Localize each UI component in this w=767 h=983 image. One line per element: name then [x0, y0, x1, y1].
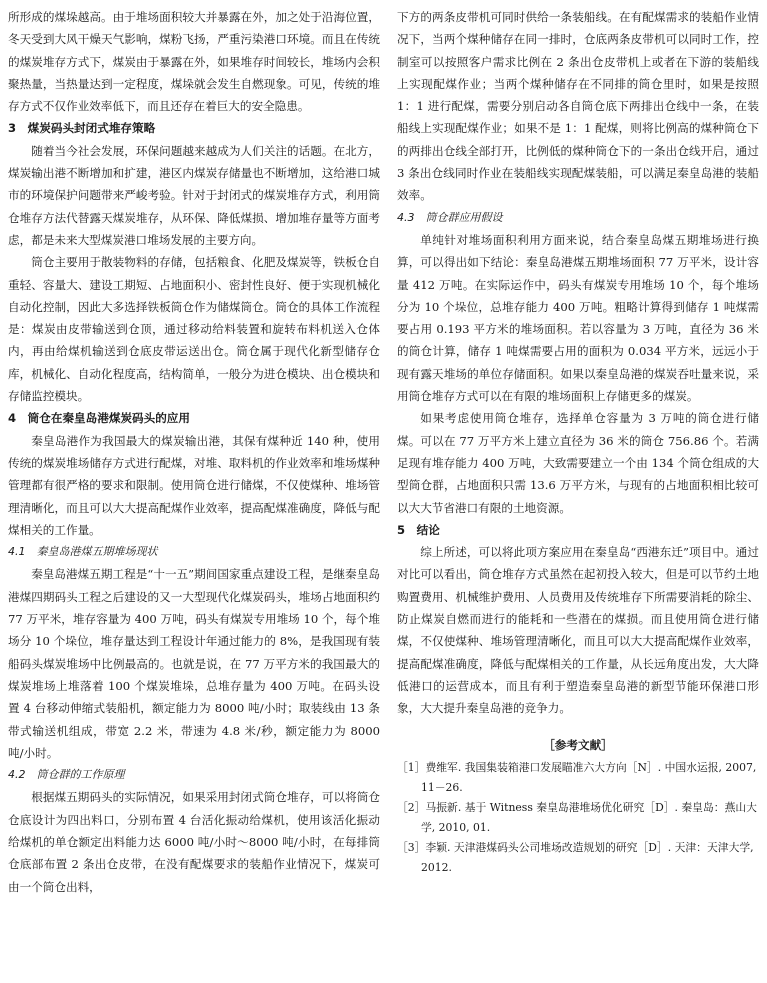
paragraph: 单纯针对堆场面积利用方面来说，结合秦皇岛煤五期堆场进行换算，可以得出如下结论：秦皇岛港煤五期堆场面积 77 万平米，设计容量 412 万吨。在实际运作中，码头有煤炭专用堆场 10 个，每个堆场分为 10 个垛位，总堆存能力 400 万吨。粗略计算得到储存 1 吨煤需要占用 0.193 平方米的堆场面积。若以容量为 3 万吨，直径为 36 米的筒仓计算，储存 1 吨煤需要占用的面积为 0.034 平方米，远远小于现有露天堆场的单位存储面积。如果以秦皇岛港的煤炭吞吐量来说，采用筒仓堆存方式可以在有限的堆场面积上存储更多的煤炭。 [397, 232, 759, 404]
paragraph: 秦皇岛港煤五期工程是“十一五”期间国家重点建设工程，是继秦皇岛港煤四期码头工程之后建设的又一大型现代化煤炭码头，堆场占地面积约 77 万平米，堆存容量为 400 万吨，码头有煤炭专用堆场 10 个，每个堆场分 10 个垛位，堆存量达到工程设计年通过能力的 8%，是我国现有装船码头煤炭堆场中比例最高的。也就是说，在 77 万平方米的我国最大的煤炭堆场上堆落着 100 个煤炭堆垛，总堆存量为 400 万吨。在码头设置 4 台移动伸缩式装船机，额定能力为 8000 吨/小时；取装线由 13 条带式输送机组成，带宽 2.2 米，带速为 4.8 米/秒，额定能力为 8000 吨/小时。 [8, 567, 380, 760]
subsection-heading: 4.1 秦皇岛港煤五期堆场现状 [8, 545, 158, 559]
references-heading: ［参考文献］ [543, 737, 613, 752]
subsection-heading: 4.3 筒仓群应用假设 [397, 210, 503, 224]
section-heading: 4 筒仓在秦皇岛港煤炭码头的应用 [8, 411, 190, 426]
section-heading: 5 结论 [397, 522, 440, 537]
paragraph: 根据煤五期码头的实际情况，如果采用封闭式筒仓堆存，可以将筒仓仓底设计为四出料口，分别布置 4 台活化振动给煤机，使用该活化振动给煤机的单仓额定出料能力达 6000 吨/小时～8000 吨/小时，在每排筒仓底部布置 2 条出仓皮带，在没有配煤要求的装船作业情况下，煤炭可由一个筒仓出料， [8, 790, 380, 894]
paragraph: 筒仓主要用于散装物料的存储，包括粮食、化肥及煤炭等，铁板仓自重轻、容量大、建设工期短、占地面积小、密封性良好、便于实现机械化自动化控制，因此大多选择铁板筒仓作为储煤筒仓。筒仓的具体工作流程是：煤炭由皮带输送到仓顶，通过移动给料装置和旋转布料机送入仓体内，再由给煤机输送到仓底皮带运送出仓。筒仓属于现代化新型储存仓库，机械化、自动化程度高，结构简单，一般分为进仓模块、出仓模块和存储监控模块。 [8, 255, 380, 404]
reference-list [397, 758, 759, 878]
paragraph: 秦皇岛港作为我国最大的煤炭输出港，其保有煤种近 140 种，使用传统的煤炭堆场储存方式进行配煤，对堆、取料机的作业效率和堆场煤种管理都有很严格的要求和限制。使用筒仓进行储煤，不仅使煤种、堆场管理清晰化，而且可以大大提高配煤作业效率，提高配煤准确度，降低与配煤相关的工作量。 [8, 433, 380, 537]
paragraph: 综上所述，可以将此项方案应用在秦皇岛“西港东迁”项目中。通过对比可以看出，筒仓堆存方式虽然在起初投入较大，但是可以节约土地购置费用、机械维护费用、人员费用及传统堆存下所需要消耗的除尘、防止煤炭自燃而进行的能耗和一些潜在的煤损。而且使用筒仓进行储煤，不仅使煤种、堆场管理清晰化，而且可以大大提高配煤作业效率，提高配煤准确度，降低与配煤相关的工作量，从长远角度出发，大大降低港口的运营成本，而且有利于塑造秦皇岛港的新型节能环保港口形象，大大提升秦皇岛港的竞争力。 [397, 545, 759, 716]
reference-item: ［2］马振新. 基于 Witness 秦皇岛港堆场优化研究［D］. 秦皇岛：燕山大学, 2010, 01. [397, 800, 757, 834]
paragraph: 下方的两条皮带机可同时供给一条装船线。在有配煤需求的装船作业情况下，当两个煤种储存在同一排时，仓底两条皮带机可以同时工作，控制室可以按照客户需求比例在 2 条出仓皮带机上或者在下游的装船线上实现配煤作业；当两个煤种储存在不同排的筒仓里时，如果是按照 1：1 进行配煤，需要分别启动各自筒仓底下两排出仓线中一条，在装船线上实现配煤作业；如果不是 1：1 配煤，则将比例高的煤种筒仓下的两排出仓线全部打开，比例低的煤种筒仓下的一条出仓线开启，通过 3 条出仓线同时作业在装船线实现配煤装船，可以满足秦皇岛港的装船效率。 [397, 10, 759, 203]
paragraph: 随着当今社会发展，环保问题越来越成为人们关注的话题。在北方，煤炭输出港不断增加和扩建，港区内煤炭存储量也不断增加，这给港口城市的环境保护问题带来严峻考验。针对于封闭式的煤炭堆存方式，利用筒仓堆存方法代替露天煤炭堆存，从环保、降低煤损、增加堆存量等方面考虑，都是未来大型煤炭港口堆场发展的主要方向。 [8, 143, 380, 247]
subsection-heading: 4.2 筒仓群的工作原理 [8, 768, 125, 782]
right-column [397, 6, 759, 878]
paragraph: 所形成的煤垛越高。由于堆场面积较大并暴露在外，加之处于沿海位置，冬天受到大风干燥天气影响，煤粉飞扬，严重污染港口环境。而且在传统的煤炭堆存方式下，煤炭由于暴露在外，如果堆存时间较长，堆场内会积聚热量，当热量达到一定程度，煤垛就会发生自燃现象。可见，传统的堆存方式不仅作业效率低下，而且还存在着巨大的安全隐患。 [8, 10, 380, 114]
reference-item: ［3］李颖. 天津港煤码头公司堆场改造规划的研究［D］. 天津：天津大学, 2012. [397, 840, 754, 874]
left-column [8, 6, 380, 898]
section-heading: 3 煤炭码头封闭式堆存策略 [8, 121, 156, 136]
reference-item: ［1］费维军. 我国集装箱港口发展瞄准六大方向［N］. 中国水运报, 2007, 11－26. [397, 760, 757, 794]
paragraph: 如果考虑使用筒仓堆存，选择单仓容量为 3 万吨的筒仓进行储煤。可以在 77 万平方米上建立直径为 36 米的筒仓 756.86 个。若满足现有堆存能力 400 万吨，大致需要建立一个由 134 个筒仓组成的大型筒仓群，占地面积只需 13.6 万平方米，与现有的占地面积相比较可以大大节省港口有限的土地资源。 [397, 411, 759, 515]
